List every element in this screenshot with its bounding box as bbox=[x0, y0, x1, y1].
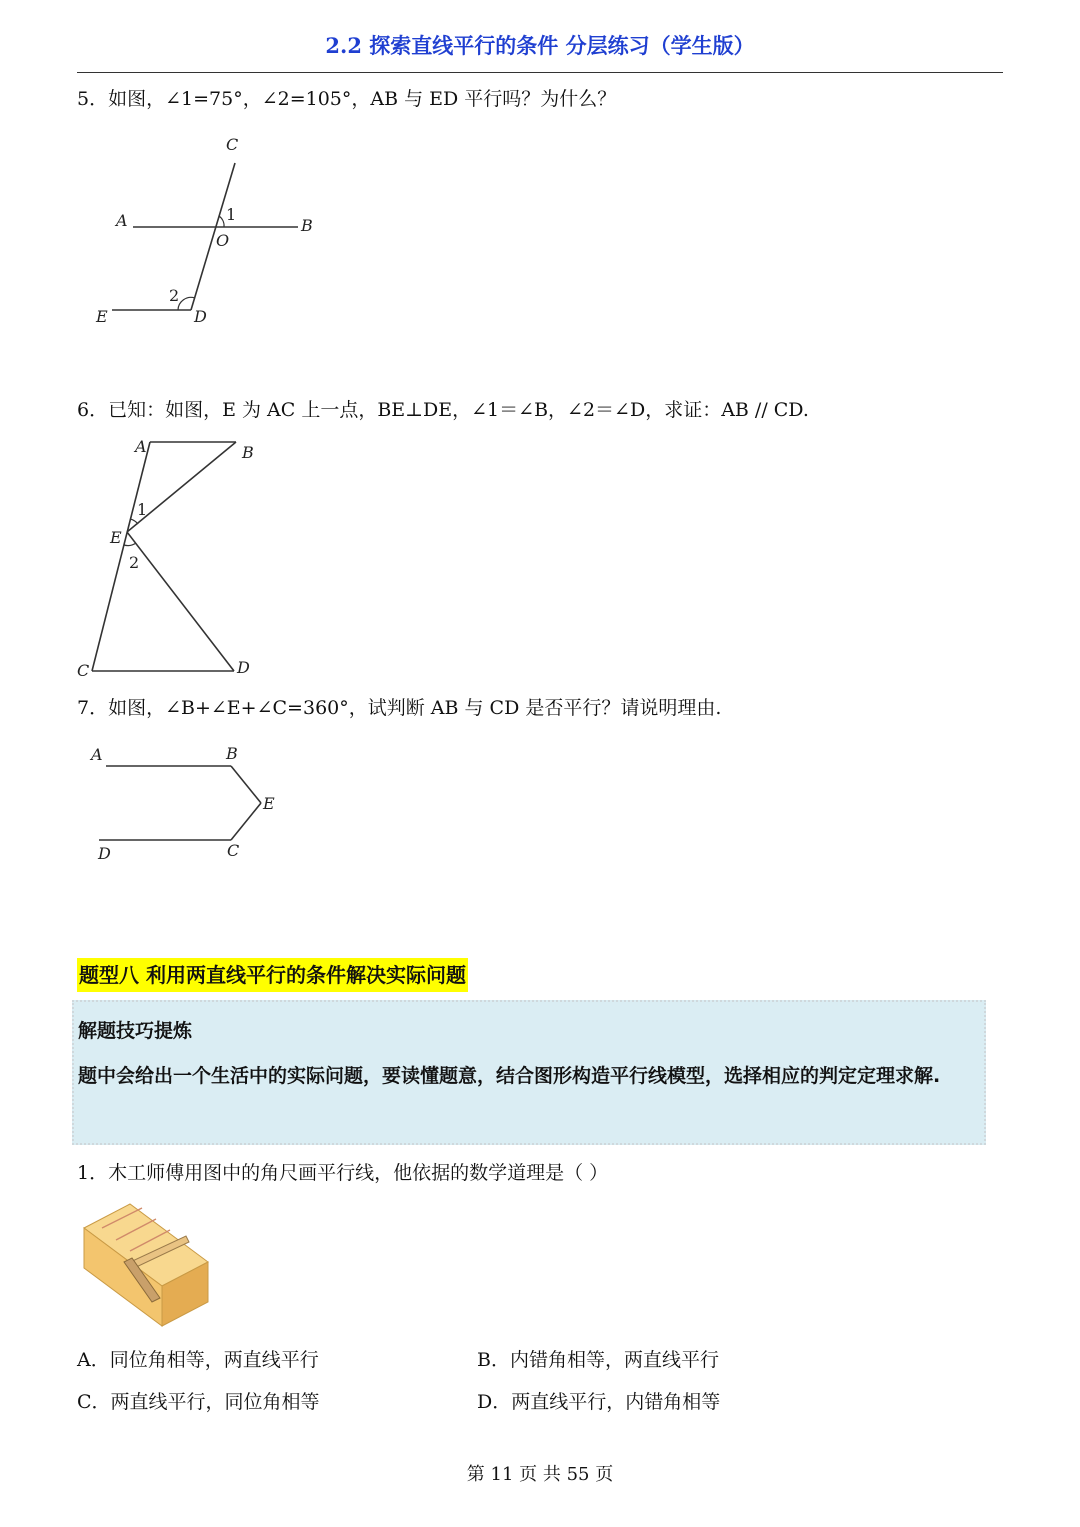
label-e: E bbox=[96, 307, 108, 326]
question-5-figure bbox=[85, 128, 335, 338]
label-d: D bbox=[98, 844, 111, 863]
label-a: A bbox=[91, 745, 103, 764]
label-angle-1: 1 bbox=[137, 500, 148, 519]
label-a: A bbox=[116, 211, 128, 230]
label-b: B bbox=[242, 443, 254, 462]
option-d[interactable]: D．两直线平行，内错角相等 bbox=[477, 1391, 721, 1413]
label-d: D bbox=[194, 307, 207, 326]
label-angle-2: 2 bbox=[129, 553, 140, 572]
carpenter-square-image bbox=[80, 1200, 215, 1330]
tips-title: 解题技巧提炼 bbox=[78, 1020, 193, 1042]
label-angle-1: 1 bbox=[226, 205, 237, 224]
label-c: C bbox=[77, 661, 90, 680]
header-divider bbox=[77, 72, 1003, 73]
label-e: E bbox=[263, 794, 275, 813]
question-6-text: 6．已知：如图，E 为 AC 上一点，BE⊥DE，∠1＝∠B，∠2＝∠D，求证：AB // CD. bbox=[77, 399, 809, 421]
page-footer: 第 11 页 共 55 页 bbox=[466, 1464, 614, 1485]
label-angle-2: 2 bbox=[169, 286, 180, 305]
label-o: O bbox=[216, 231, 230, 250]
option-c[interactable]: C．两直线平行，同位角相等 bbox=[77, 1391, 320, 1413]
question-7-text: 7．如图，∠B+∠E+∠C=360°，试判断 AB 与 CD 是否平行？请说明理由. bbox=[77, 697, 722, 719]
line-ac bbox=[92, 442, 150, 671]
question-6-figure bbox=[70, 433, 280, 683]
option-a[interactable]: A．同位角相等，两直线平行 bbox=[77, 1349, 319, 1371]
label-c: C bbox=[227, 841, 240, 860]
angle-1-arc bbox=[219, 216, 224, 227]
line-be bbox=[231, 766, 261, 803]
label-a: A bbox=[135, 437, 147, 456]
page-header-title: 2.2 探索直线平行的条件 分层练习（学生版） bbox=[325, 33, 755, 58]
tips-text: 题中会给出一个生活中的实际问题，要读懂题意，结合图形构造平行线模型，选择相应的判定定理求解. bbox=[78, 1065, 941, 1087]
label-d: D bbox=[237, 658, 250, 677]
line-ec bbox=[231, 803, 261, 840]
question-5-text: 5．如图，∠1=75°，∠2=105°，AB 与 ED 平行吗？为什么？ bbox=[77, 88, 617, 110]
label-c: C bbox=[226, 135, 239, 154]
question-7-figure bbox=[85, 738, 295, 868]
line-ed bbox=[127, 532, 234, 671]
mc-question-1-text: 1．木工师傅用图中的角尺画平行线，他依据的数学道理是（ ） bbox=[77, 1162, 609, 1184]
section-title: 题型八 利用两直线平行的条件解决实际问题 bbox=[77, 958, 468, 992]
angle-1-arc bbox=[130, 519, 138, 524]
label-b: B bbox=[301, 216, 313, 235]
label-b: B bbox=[226, 744, 238, 763]
label-e: E bbox=[110, 528, 122, 547]
angle-2-arc bbox=[124, 543, 136, 546]
option-b[interactable]: B．内错角相等，两直线平行 bbox=[477, 1349, 719, 1371]
